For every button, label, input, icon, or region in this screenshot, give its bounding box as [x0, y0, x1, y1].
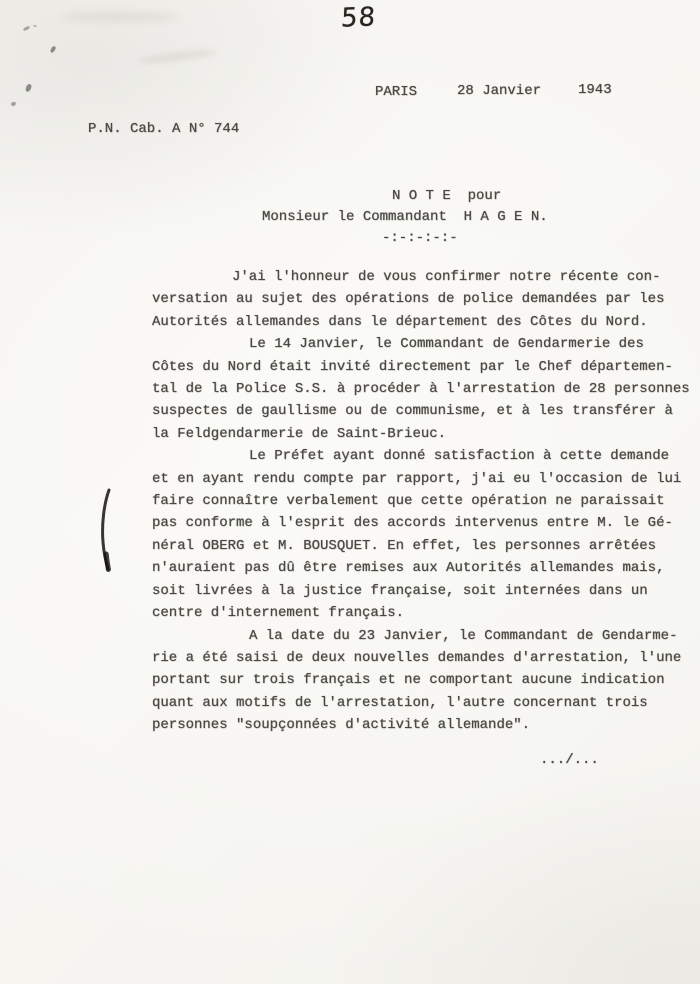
- body-line: néral OBERG et M. BOUSQUET. En effet, les personnes arrêtées: [152, 537, 657, 554]
- body-line: J'ai l'honneur de vous confirmer notre récente con-: [232, 269, 661, 285]
- title-separator: -:-:-:-:-: [382, 230, 458, 246]
- reference-number: P.N. Cab. A N° 744: [88, 121, 240, 137]
- body-line: rie a été saisi de deux nouvelles demandes d'arrestation, l'une: [152, 649, 682, 666]
- body-line: versation au sujet des opérations de police demandées par les: [152, 291, 665, 308]
- body-line: Côtes du Nord était invité directement par le Chef départemen-: [152, 358, 673, 375]
- body-line: soit livrées à la justice française, soit internées dans un: [152, 582, 648, 599]
- body-line: faire connaître verbalement que cette opération ne paraissait: [152, 493, 665, 510]
- body-line: suspectes de gaullisme ou de communisme, et à les transférer à: [152, 403, 673, 420]
- body-line: portant sur trois français et ne comportant aucune indication: [152, 672, 665, 689]
- ink-speck: [23, 26, 31, 32]
- ink-speck: [11, 101, 17, 106]
- handwritten-margin-bracket: [96, 488, 114, 574]
- note-title: N O T E pour: [392, 188, 502, 204]
- note-recipient: Monsieur le Commandant H A G E N.: [262, 209, 548, 225]
- body-line: Autorités allemandes dans le département des Côtes du Nord.: [152, 313, 648, 330]
- body-line: tal de la Police S.S. à procéder à l'arrestation de 28 personnes: [152, 381, 690, 398]
- scan-smudge: [60, 12, 180, 22]
- body-line: personnes "soupçonnées d'activité allemande".: [152, 717, 531, 734]
- body-line: et en ayant rendu compte par rapport, j'ai eu l'occasion de lui: [152, 470, 682, 487]
- body-line: A la date du 23 Janvier, le Commandant de Gendarme-: [249, 627, 678, 644]
- body-line: Le 14 Janvier, le Commandant de Gendarmerie des: [249, 336, 644, 353]
- body-line: la Feldgendarmerie de Saint-Brieuc.: [152, 425, 447, 442]
- handwritten-page-number: 58: [340, 2, 377, 34]
- ink-speck: [33, 25, 37, 28]
- dateline-date: 28 Janvier: [457, 83, 542, 99]
- ink-speck: [50, 45, 57, 53]
- body-line: n'auraient pas dû être remises aux Autorités allemandes mais,: [152, 560, 665, 577]
- body-line: pas conforme à l'esprit des accords intervenus entre M. le Gé-: [152, 515, 673, 532]
- dateline-city: PARIS: [375, 84, 418, 100]
- body-line: quant aux motifs de l'arrestation, l'autre concernant trois: [152, 694, 648, 711]
- document-body: [152, 266, 697, 737]
- body-line: Le Préfet ayant donné satisfaction à cette demande: [249, 448, 670, 465]
- body-line: centre d'internement français.: [152, 605, 405, 622]
- dateline-year: 1943: [578, 82, 612, 98]
- continuation-mark: .../...: [540, 752, 599, 768]
- scan-smudge: [138, 47, 219, 66]
- ink-speck: [25, 83, 32, 92]
